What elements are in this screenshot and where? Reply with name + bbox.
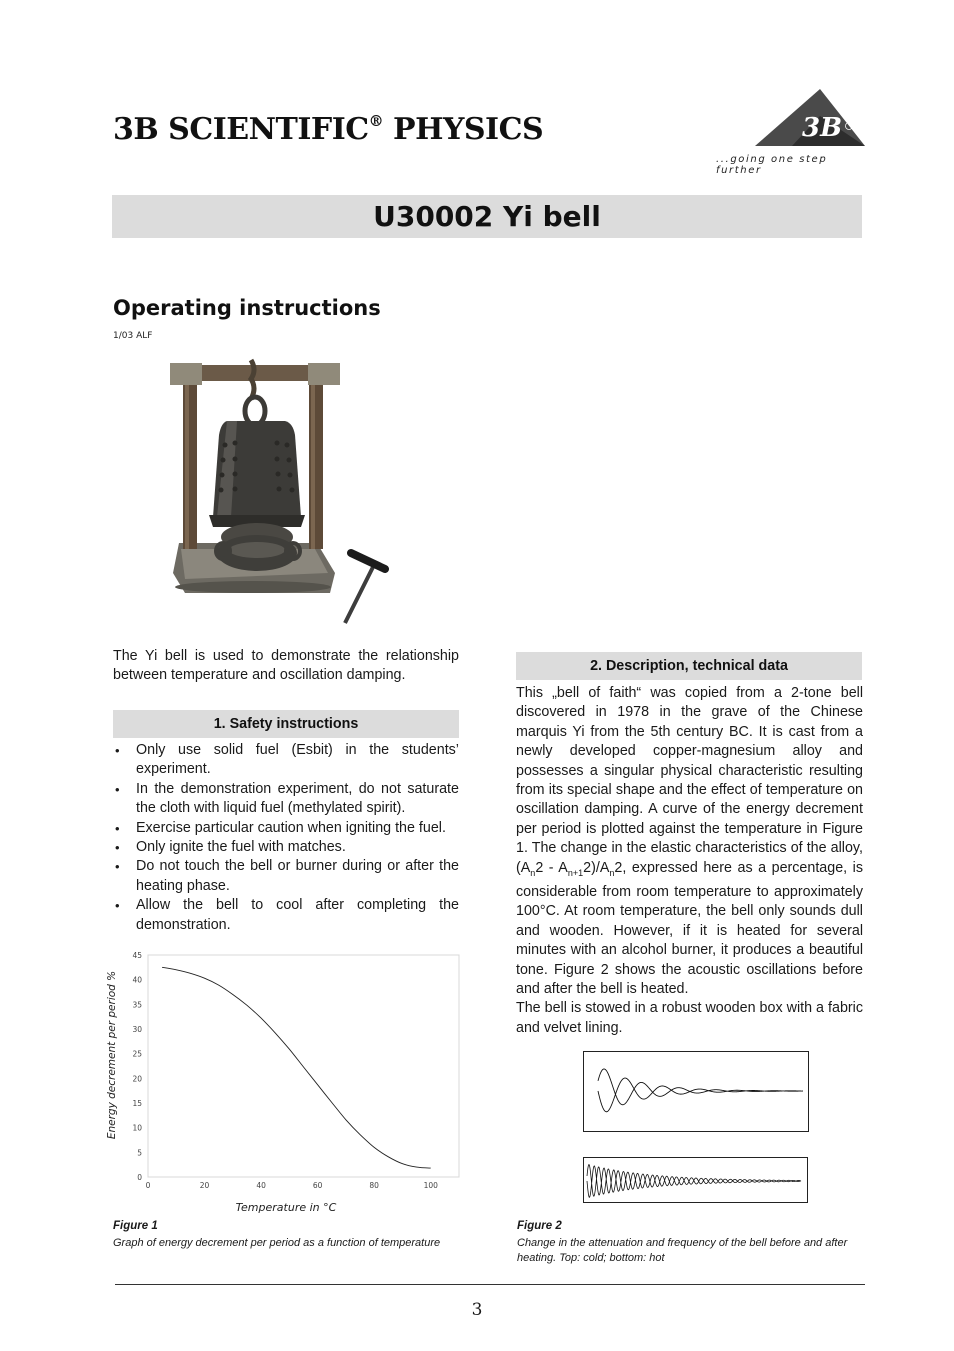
chart-series bbox=[162, 967, 431, 1168]
tagline: ...going one step further bbox=[716, 154, 828, 176]
y-tick-label: 0 bbox=[137, 1173, 142, 1182]
description-text-part: 2 - A bbox=[535, 859, 568, 876]
energy-decrement-chart bbox=[100, 945, 465, 1220]
yi-bell-photo bbox=[165, 355, 390, 627]
y-axis-label: Energy decrement per period % bbox=[106, 970, 118, 1140]
list-item: • Do not touch the bell or burner during or after the heating phase. bbox=[113, 857, 459, 896]
brand-title bbox=[113, 112, 543, 147]
list-item: • Exercise particular caution when igniting the fuel. bbox=[113, 819, 459, 838]
safety-heading bbox=[113, 710, 459, 738]
registered-mark: ® bbox=[368, 112, 384, 130]
section-title: Operating instructions bbox=[113, 296, 381, 320]
3b-logo-icon bbox=[752, 86, 867, 148]
chart-axes bbox=[132, 951, 438, 1190]
y-tick-label: 40 bbox=[132, 975, 142, 985]
page-number: 3 bbox=[471, 1300, 483, 1320]
oscillation-hot-plot bbox=[583, 1157, 809, 1204]
x-tick-label: 40 bbox=[256, 1181, 266, 1190]
series-line bbox=[162, 967, 431, 1168]
description-text-part: 2, expressed here as a percentage, is considerable from room temperature to approximately 100°C. At room temperature, the bell only sounds dull and wooden. However, if it is heated for several minutes with an alcohol burner, it produces a beautiful tone. Figure 2 shows the acoustic oscillations before and after the bell is heated. bbox=[516, 859, 863, 997]
logo-text: 3B bbox=[802, 113, 843, 143]
list-item: • In the demonstration experiment, do not saturate the cloth with liquid fuel (methylated spirit). bbox=[113, 780, 459, 819]
oscillation-cold-plot bbox=[583, 1051, 810, 1133]
description-heading bbox=[516, 652, 862, 680]
x-axis-label: Temperature in °C bbox=[235, 1201, 337, 1214]
footer-divider bbox=[115, 1284, 865, 1285]
figure1-caption: Graph of energy decrement per period as a function of temperature bbox=[113, 1237, 441, 1249]
brand-suffix: PHYSICS bbox=[383, 112, 544, 147]
y-tick-label: 30 bbox=[132, 1025, 142, 1034]
safety-heading-text: 1. Safety instructions bbox=[213, 716, 359, 732]
x-tick-label: 60 bbox=[312, 1181, 323, 1190]
safety-list bbox=[113, 741, 459, 935]
intro-paragraph: The Yi bell is used to demonstrate the relationship between temperature and oscillation damping. bbox=[113, 648, 459, 684]
subscript: n+1 bbox=[567, 867, 584, 878]
document-title-bar bbox=[112, 195, 862, 238]
y-tick-label: 15 bbox=[132, 1099, 142, 1108]
description-heading-text: 2. Description, technical data bbox=[590, 658, 788, 674]
subscript: n bbox=[530, 867, 536, 878]
figure1-label: Figure 1 bbox=[113, 1220, 158, 1232]
version-code: 1/03 ALF bbox=[113, 331, 153, 341]
description-text-part: 2)/A bbox=[583, 859, 610, 876]
x-tick-label: 80 bbox=[369, 1181, 379, 1190]
y-tick-label: 45 bbox=[132, 951, 142, 960]
x-tick-label: 100 bbox=[423, 1181, 438, 1190]
description-paragraph bbox=[516, 684, 863, 1038]
document-title: U30002 Yi bell bbox=[373, 200, 601, 233]
list-item: • Only use solid fuel (Esbit) in the students’ experiment. bbox=[113, 741, 459, 780]
brand-name: 3B SCIENTIFIC bbox=[113, 112, 369, 147]
y-tick-label: 35 bbox=[132, 1000, 142, 1010]
description-text-part: This „bell of faith“ was copied from a 2-tone bell discovered in 1978 in the grave of the Chinese marquis Yi from the 5th century BC. It is cast from a newly developed copper-magnesium alloy and possesses a singular physical characteristic resulting from its special shape and the effect of temperature on oscillation damping. A curve of the energy decrement per period is plotted against the temperature in Figure 1. The change in the elastic characteristics of the alloy, (A bbox=[516, 685, 863, 876]
figure2-caption: Change in the attenuation and frequency of the bell before and after heating. Top: cold; bottom: hot bbox=[517, 1237, 848, 1264]
y-tick-label: 5 bbox=[137, 1148, 142, 1158]
list-item: • Only ignite the fuel with matches. bbox=[113, 838, 459, 857]
y-tick-label: 20 bbox=[132, 1074, 142, 1084]
x-tick-label: 20 bbox=[199, 1181, 210, 1190]
description-box-text: The bell is stowed in a robust wooden box with a fabric and velvet lining. bbox=[516, 1000, 863, 1036]
y-tick-label: 10 bbox=[132, 1123, 142, 1133]
plot-frame bbox=[148, 955, 459, 1177]
figure2-label: Figure 2 bbox=[517, 1220, 562, 1232]
list-item: • Allow the bell to cool after completing the demonstration. bbox=[113, 896, 459, 935]
y-tick-label: 25 bbox=[132, 1049, 142, 1059]
x-tick-label: 0 bbox=[145, 1181, 151, 1190]
subscript: n bbox=[609, 867, 615, 878]
